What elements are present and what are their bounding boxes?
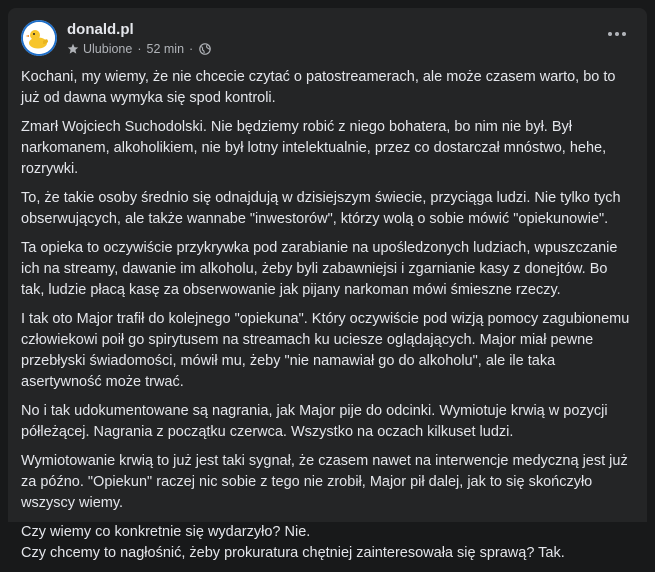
- post-body: [21, 67, 633, 572]
- post-paragraph: Wymiotowanie krwią to już jest taki sygnał, że czasem nawet na interwencje medyczną jest już za późno. "Opiekun" raczej nic sobie z tego nie zrobił, Major pił dalej, jak to się skończyło wszyscy wiemy.: [21, 453, 628, 511]
- post-paragraph: Kochani, my wiemy, że nie chcecie czytać o patostreamerach, ale może czasem warto, bo to już od dawna wymyka się spod kontroli.: [21, 69, 616, 106]
- page-name[interactable]: donald.pl: [67, 21, 134, 38]
- post-paragraph: Czy wiemy co konkretnie się wydarzyło? Nie. Czy chcemy to nagłośnić, żeby prokuratura chętniej zainteresowała się sprawą? Tak.: [21, 524, 565, 561]
- post-meta: [67, 41, 211, 57]
- duck-logo-icon: [21, 20, 57, 56]
- post-paragraph: Zmarł Wojciech Suchodolski. Nie będziemy robić z niego bohatera, bo nim nie był. Był narkomanem, alkoholikiem, nie był lotny intelektualnie, przez co dostarczał mnóstwo, hehe, rozrywki.: [21, 119, 607, 177]
- star-icon: [67, 43, 79, 55]
- meta-separator: ·: [137, 42, 142, 56]
- post-paragraph: No i tak udokumentowane są nagrania, jak Major pije do odcinki. Wymiotuje krwią w pozycji półleżącej. Nagrania z początku czerwca. Wszystko na oczach kilkuset ludzi.: [21, 403, 608, 440]
- post-paragraph: I tak oto Major trafił do kolejnego "opiekuna". Który oczywiście pod wizją pomocy zagubionemu człowiekowi poił go spirytusem na streamach ku uciesze oglądających. Major miał pewne przebłyski świadomości, mówił mu, żeby "nie namawiał go do alkoholu", ale ile taka asertywność może trwać.: [21, 311, 630, 390]
- post-paragraph: To, że takie osoby średnio się odnajdują w dzisiejszym świecie, przyciąga ludzi. Nie tylko tych obserwujących, ale także wannabe "inwestorów", którzy wolą o sobie mówić "opiekunowie".: [21, 190, 621, 227]
- more-options-icon[interactable]: [605, 24, 629, 44]
- globe-icon[interactable]: [199, 43, 211, 55]
- avatar[interactable]: [21, 20, 57, 56]
- post-timestamp[interactable]: 52 min: [146, 42, 185, 56]
- favorites-label[interactable]: Ulubione: [83, 42, 133, 56]
- meta-separator: ·: [189, 42, 194, 56]
- post-paragraph: Ta opieka to oczywiście przykrywka pod zarabianie na upośledzonych ludziach, wpuszczanie ich na streamy, dawanie im alkoholu, żeby byli zabawniejsi i zgarnianie kasy z donejtów. Bo tak, ludzie płacą kasę za obserwowanie jak pijany narkoman mówi śmieszne rzeczy.: [21, 240, 618, 298]
- post-card: [8, 8, 647, 561]
